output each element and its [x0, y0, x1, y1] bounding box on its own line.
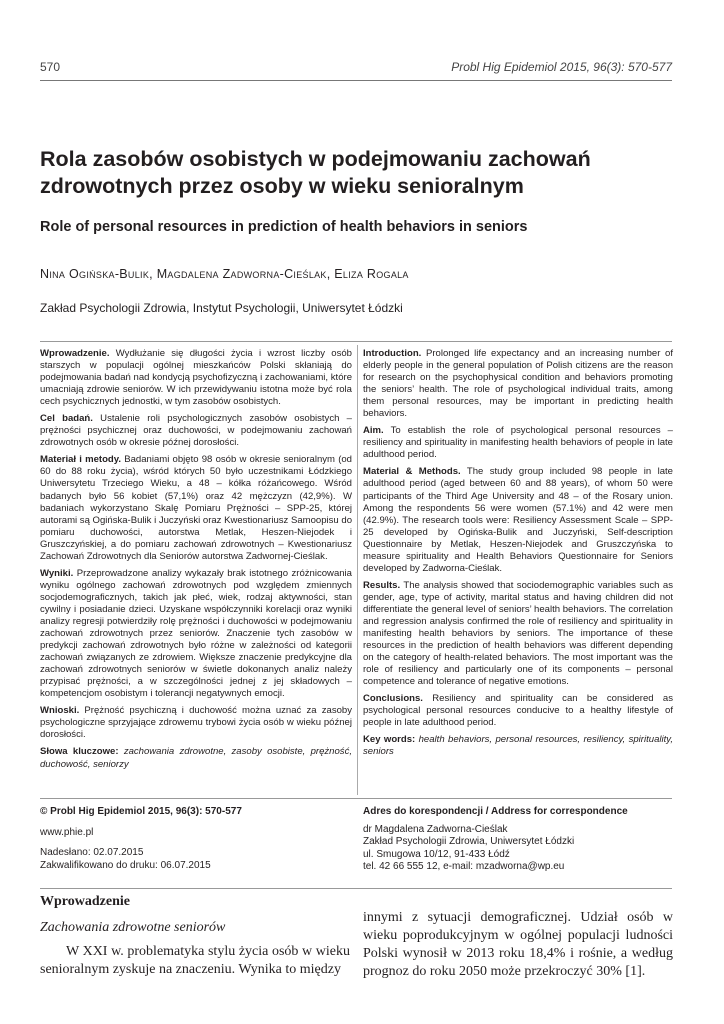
abstract-en-intro-label: Introduction. [363, 348, 422, 359]
article-title-english: Role of personal resources in prediction of health behaviors in seniors [40, 219, 528, 235]
abstract-en-methods-text: The study group included 98 people in late adulthood period (aged between 60 and 88 years), of whom 50 were participants of the Third Age University and 48 – of the Rosary union. Among the respondents 56 were women (57.1%) and 42 were men (42.9%). The research tools were: Resiliency Assessment Scale – SPP-25 developed by Ogińska-Bulik and Juczyński, Self-description Questionnaire by Metlak, Heszen-Niejodek and Gruszczyńska to measure spirituality and Health Behaviors Questionnaire for Seniors developed by Zadworna-Cieślak. [363, 466, 673, 574]
page-number: 570 [40, 60, 61, 74]
header-rule [40, 80, 672, 81]
abstract-column-divider [357, 345, 358, 795]
affiliation: Zakład Psychologii Zdrowia, Instytut Psychologii, Uniwersytet Łódzki [40, 301, 403, 315]
abstract-en-aim-text: To establish the role of psychological personal resources – resiliency and spirituality in manifesting health behaviors of people in late adulthood period. [363, 425, 673, 461]
subsection-heading: Zachowania zdrowotne seniorów [40, 920, 226, 935]
abstract-en-conclusions-label: Conclusions. [363, 693, 423, 705]
abstract-pl-keywords-text: zachowania zdrowotne, zasoby osobiste, prężność, duchowość, seniorzy [40, 746, 352, 770]
authors: Nina Ogińska-Bulik, Magdalena Zadworna-Cieślak, Eliza Rogala [40, 267, 409, 281]
abstract-pl-conclusions [40, 705, 352, 741]
body-text-left: W XXI w. problematyka stylu życia osób w wieku senioralnym zyskuje na znaczeniu. Wynika to między [40, 944, 350, 977]
abstract-en-results-text: The analysis showed that sociodemographic variables such as gender, age, type of activity, marital status and having children did not differentiate the general level of seniors’ health behaviors. The correlation and regression analysis confirmed the role of resiliency and spirituality in manifesting health behaviors by seniors. The importance of these resources in the prediction of health behaviors was different depending on the category of health-related behaviors. The most important was the role of resiliency and particularly one of its components – personal competence and tolerance of negative emotions. [363, 579, 673, 688]
abstract-en-conclusions [363, 693, 673, 729]
journal-website-link[interactable]: www.phie.pl [40, 826, 94, 838]
abstract-en-intro [363, 348, 673, 420]
abstract-en-results-label: Results. [363, 579, 401, 591]
abstract-pl-methods-label: Materiał i metody. [40, 454, 122, 466]
abstract-pl-aim [40, 413, 352, 449]
abstract-en-methods-label: Material & Methods. [363, 466, 461, 478]
publication-info [40, 806, 352, 872]
abstract-pl-methods [40, 454, 352, 562]
abstract-pl-keywords-label: Słowa kluczowe: [40, 746, 119, 758]
abstract-en-aim-label: Aim. [363, 425, 384, 437]
correspondence-block [363, 806, 673, 874]
abstract-en-aim [363, 425, 673, 461]
abstract-en-keywords-text: health behaviors, personal resources, resiliency, spirituality, seniors [363, 734, 673, 758]
abstract-en-keywords [363, 734, 673, 758]
submitted-date: Nadesłano: 02.07.2015 [40, 847, 144, 858]
info-top-rule [40, 798, 672, 799]
accepted-date: Zakwalifikowano do druku: 06.07.2015 [40, 859, 211, 871]
abstract-pl-intro [40, 348, 352, 408]
correspondence-department: Zakład Psychologii Zdrowia, Uniwersytet Łódzki [363, 836, 575, 847]
info-bottom-rule [40, 888, 672, 889]
abstract-pl-results-text: Przeprowadzone analizy wykazały brak istotnego zróżnicowania wyniku ogólnego zachowań zdrowotnych pod względem zmiennych socjodemograficznych, takich jak płeć, wiek, rodzaj aktywności, stan cywilny i posiadanie dzieci. Uzyskane współczynniki korelacji oraz wyniki analizy regresji potwierdziły rolę prężności i duchowości w podejmowaniu zachowań zdrowotnych przez seniorów. Znaczenie tych zasobów w predykcji zachowań zdrowotnych było różne w zależności od kategorii zachowań związanych ze zdrowiem. Większe znaczenie predykcyjne dla zachowań zdrowotnych seniorów w świetle dokonanych analiz należy przypisać prężności, a w szczególności jednej z jej składowych – kompetencjom osobistym i tolerancji negatywnych emocji. [40, 567, 352, 700]
abstract-en-keywords-label: Key words: [363, 734, 416, 746]
abstract-pl-results [40, 568, 352, 701]
abstract-pl-conclusions-label: Wnioski. [40, 705, 80, 717]
correspondence-street: ul. Smugowa 10/12, 91-433 Łódź [363, 848, 510, 860]
abstract-pl-results-label: Wyniki. [40, 567, 74, 579]
abstract-pl-conclusions-text: Prężność psychiczną i duchowość można uznać za zasoby psychologiczne sprzyjające zdrowemu trybowi życia osób w wieku późnej dorosłości. [40, 705, 352, 741]
abstract-top-rule [40, 341, 672, 342]
article-title-polish: Rola zasobów osobistych w podejmowaniu zachowań zdrowotnych przez osoby w wieku senioralnym [40, 147, 591, 198]
abstract-en-conclusions-text: Resiliency and spirituality can be considered as psychological personal resources conducive to a healthy lifestyle of people in late adulthood period. [363, 693, 673, 729]
correspondence-contact: tel. 42 66 555 12, e-mail: mzadworna@wp.eu [363, 861, 565, 872]
abstract-en-intro-text: Prolonged life expectancy and an increasing number of elderly people in the general population of Polish citizens are the reason for research on the psychophysical condition and behaviors promoting the seniors’ health. The role of psychological individual traits, among them personal resources, may be important in predicting health behaviors. [363, 348, 673, 420]
abstract-english [363, 348, 673, 758]
abstract-pl-methods-text: Badaniami objęto 98 osób w okresie senioralnym (od 60 do 88 roku życia), wśród których 50 było uczestnikami Łódzkiego Uniwersytetu Trzeciego Wieku, a 48 – kółka różańcowego. Wśród badanych było 56 kobiet (57,1%) oraz 42 mężczyzn (42,9%). W badaniach wykorzystano Skalę Pomiaru Prężności – SPP-25, której autorami są Ogińska-Bulik i Juczyński oraz Kwestionariusz Samoopisu do pomiaru duchowości, autorstwa Metlak, Heszen-Niejodek i Gruszczyńskiej, a do pomiaru zachowań zdrowotnych – Kwestionariusz Zachowań Zdrowotnych dla Seniorów autorstwa Zadwornej-Cieślak. [40, 454, 352, 562]
abstract-polish [40, 348, 352, 795]
abstract-pl-intro-text: Wydłużanie się długości życia i wzrost liczby osób starszych w populacji ogólnej mieszkańców Polski skłaniają do podejmowania badań nad kondycją psychofizyczną i zachowaniami, które umacniają zdrowie seniorów. W ich przewidywaniu istotna może być rola cech psychicznych jednostki, w tym zasobów osobistych. [40, 348, 352, 408]
abstract-pl-aim-label: Cel badań. [40, 413, 93, 425]
correspondence-heading: Adres do korespondencji / Address for correspondence [363, 806, 628, 817]
body-text-right: innymi z sytuacji demograficznej. Udział osób w wieku poprodukcyjnym w ogólnej populacji ludności Polski wynosił w 2013 roku 18,4% i rośnie, a według prognoz do roku 2050 może przekroczyć 30% [1]. [363, 910, 673, 979]
correspondence-name: dr Magdalena Zadworna-Cieślak [363, 823, 508, 835]
copyright-line: © Probl Hig Epidemiol 2015, 96(3): 570-577 [40, 806, 242, 817]
section-heading-introduction: Wprowadzenie [40, 894, 130, 909]
journal-citation: Probl Hig Epidemiol 2015, 96(3): 570-577 [451, 60, 672, 74]
abstract-pl-intro-label: Wprowadzenie. [40, 348, 110, 359]
abstract-en-methods [363, 466, 673, 574]
abstract-pl-aim-text: Ustalenie roli psychologicznych zasobów osobistych – prężności psychicznej oraz duchowości, w podejmowaniu zachowań zdrowotnych osób w okresie późnej dorosłości. [40, 413, 352, 449]
abstract-pl-keywords [40, 746, 352, 770]
abstract-en-results [363, 580, 673, 688]
